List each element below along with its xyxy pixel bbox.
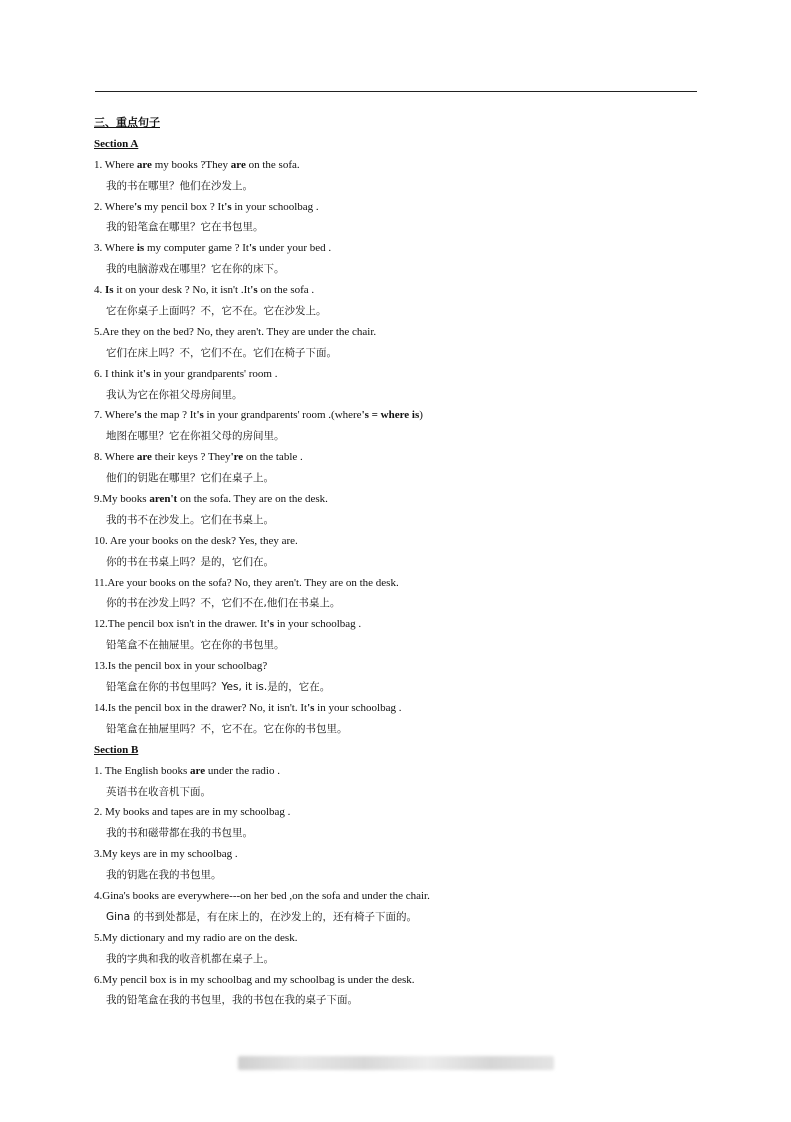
english-sentence: [94, 844, 704, 865]
english-sentence: [94, 698, 704, 719]
bold-segment: 's: [266, 618, 275, 631]
text-segment: 7. Where: [94, 409, 135, 422]
chinese-translation: 它在你桌子上面吗？不，它不在。它在沙发上。: [106, 305, 327, 318]
text-segment: on the sofa. They are on the desk.: [177, 493, 328, 506]
chinese-translation: 你的书在沙发上吗？不，它们不在,他们在书桌上。: [106, 597, 341, 610]
english-sentence: [94, 531, 704, 552]
english-sentence: [94, 364, 704, 385]
text-segment: my books ?They: [151, 158, 231, 171]
text-segment: in your grandparents' room .: [150, 367, 278, 380]
chinese-translation: 英语书在收音机下面。: [106, 785, 211, 798]
english-sentence: [94, 928, 704, 949]
bold-segment: 's: [142, 367, 151, 380]
bold-segment: 're: [230, 451, 244, 464]
chinese-translation: 地图在哪里？它在你祖父母的房间里。: [106, 430, 285, 443]
text-segment: 3. Where: [94, 242, 137, 255]
text-segment: 1. The English books: [94, 764, 191, 777]
text-segment: 5.My dictionary and my radio are on the desk.: [94, 931, 298, 944]
section-title: Section B: [94, 743, 139, 756]
text-segment: on the table .: [243, 451, 303, 464]
text-segment: 8. Where: [94, 451, 137, 464]
text-segment: it on your desk ? No, it isn't .It: [113, 284, 251, 297]
bold-segment: Is: [105, 284, 114, 297]
chinese-translation: 他们的钥匙在哪里？它们在桌子上。: [106, 472, 274, 485]
english-sentence: [94, 197, 704, 218]
text-segment: 11.Are your books on the sofa? No, they aren't. They are on the desk.: [94, 576, 399, 589]
text-segment: on the sofa.: [245, 158, 300, 171]
english-sentence: [94, 886, 704, 907]
bold-segment: 's: [307, 701, 315, 714]
text-segment: in your schoolbag .: [274, 618, 362, 631]
chinese-translation: 我认为它在你祖父母房间里。: [106, 388, 243, 401]
chinese-translation: Gina 的书到处都是，有在床上的，在沙发上的，还有椅子下面的。: [106, 910, 417, 923]
text-segment: my pencil box ? It: [141, 200, 225, 213]
bold-segment: are: [136, 451, 152, 464]
chinese-translation: 我的钥匙在我的书包里。: [106, 869, 222, 882]
text-segment: ): [419, 409, 423, 422]
text-segment: 12.The pencil box isn't in the drawer. It: [94, 618, 267, 631]
chinese-translation: 我的电脑游戏在哪里？它在你的床下。: [106, 263, 285, 276]
text-segment: 2. Where: [94, 200, 135, 213]
chinese-translation: 我的书和磁带都在我的书包里。: [106, 827, 253, 840]
english-sentence: [94, 280, 704, 301]
bold-segment: aren't: [149, 493, 178, 506]
english-sentence: [94, 447, 704, 468]
bold-segment: 's: [250, 284, 258, 297]
english-sentence: [94, 405, 704, 426]
blurred-footer: [238, 1056, 554, 1070]
english-sentence: [94, 573, 704, 594]
bold-segment: 's: [224, 200, 232, 213]
text-segment: 1. Where: [94, 158, 137, 171]
text-segment: 13.Is the pencil box in your schoolbag?: [94, 660, 268, 673]
text-segment: 6. I think it: [94, 367, 143, 380]
top-rule: [95, 91, 697, 92]
chinese-translation: 你的书在书桌上吗？是的，它们在。: [106, 555, 274, 568]
chinese-translation: 铅笔盒在抽屉里吗？不，它不在。它在你的书包里。: [106, 722, 348, 735]
text-segment: in your schoolbag .: [314, 701, 402, 714]
chinese-translation: 铅笔盒在你的书包里吗？Yes, it is.是的，它在。: [106, 681, 331, 694]
english-sentence: [94, 761, 704, 782]
english-sentence: [94, 656, 704, 677]
text-segment: 2. My books and tapes are in my schoolbag .: [94, 806, 291, 819]
chinese-translation: 铅笔盒不在抽屉里。它在你的书包里。: [106, 639, 285, 652]
english-sentence: [94, 489, 704, 510]
english-sentence: [94, 155, 704, 176]
english-sentence: [94, 802, 704, 823]
bold-segment: 's: [134, 409, 142, 422]
text-segment: in your grandparents' room .(where: [203, 409, 362, 422]
bold-segment: 's = where is: [361, 409, 420, 422]
english-sentence: [94, 970, 704, 991]
bold-segment: are: [136, 158, 152, 171]
chinese-translation: 我的书在哪里？他们在沙发上。: [106, 179, 253, 192]
english-sentence: [94, 614, 704, 635]
text-segment: 4.: [94, 284, 105, 297]
chinese-translation: 我的铅笔盒在我的书包里，我的书包在我的桌子下面。: [106, 994, 358, 1007]
text-segment: the map ? It: [141, 409, 197, 422]
document-body: [94, 113, 704, 1011]
text-segment: 3.My keys are in my schoolbag .: [94, 848, 238, 861]
bold-segment: is: [136, 242, 145, 255]
text-segment: under the radio .: [205, 764, 280, 777]
english-sentence: [94, 322, 704, 343]
text-segment: 14.Is the pencil box in the drawer? No, it isn't. It: [94, 701, 308, 714]
english-sentence: [94, 238, 704, 259]
page-heading: 三、重点句子: [94, 116, 160, 129]
bold-segment: 's: [134, 200, 142, 213]
chinese-translation: 我的铅笔盒在哪里？它在书包里。: [106, 221, 264, 234]
bold-segment: 's: [196, 409, 204, 422]
text-segment: my computer game ? It: [144, 242, 249, 255]
bold-segment: 's: [249, 242, 257, 255]
text-segment: under your bed .: [256, 242, 332, 255]
chinese-translation: 我的书不在沙发上。它们在书桌上。: [106, 513, 274, 526]
chinese-translation: 它们在床上吗？不，它们不在。它们在椅子下面。: [106, 346, 337, 359]
bold-segment: are: [190, 764, 206, 777]
text-segment: 6.My pencil box is in my schoolbag and my schoolbag is under the desk.: [94, 973, 415, 986]
text-segment: in your schoolbag .: [231, 200, 319, 213]
text-segment: their keys ? They: [151, 451, 231, 464]
text-segment: 10. Are your books on the desk? Yes, they are.: [94, 534, 298, 547]
text-segment: 9.My books: [94, 493, 150, 506]
bold-segment: are: [230, 158, 246, 171]
text-segment: on the sofa .: [257, 284, 315, 297]
text-segment: 5.Are they on the bed? No, they aren't. They are under the chair.: [94, 325, 377, 338]
chinese-translation: 我的字典和我的收音机都在桌子上。: [106, 952, 274, 965]
text-segment: 4.Gina's books are everywhere---on her bed ,on the sofa and under the chair.: [94, 889, 430, 902]
section-title: Section A: [94, 137, 139, 150]
